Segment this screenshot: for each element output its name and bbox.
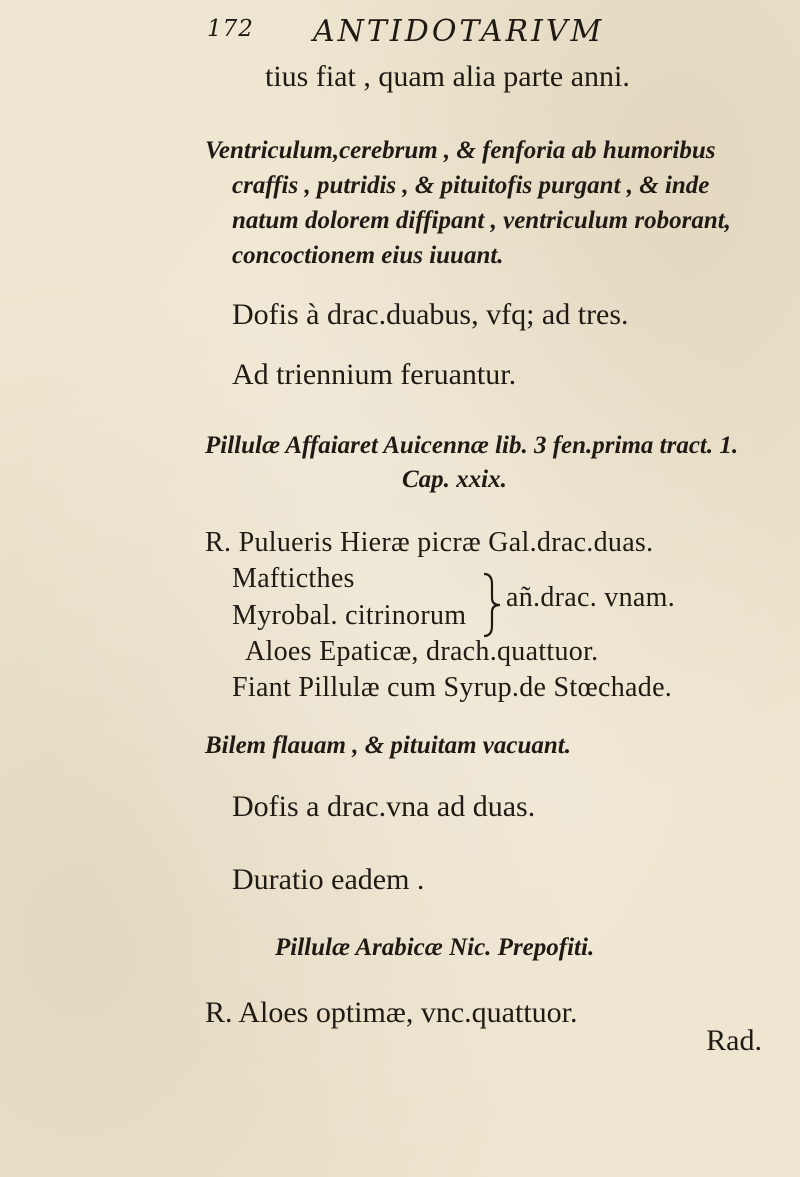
text-line: Bilem flauam , & pituitam vacuant.	[205, 732, 572, 759]
recipe-title: Pillulæ Affaiaret Auicennæ lib. 3 fen.prima tract. 1.	[205, 432, 739, 459]
chapter-ref: Cap. xxix.	[402, 466, 507, 493]
text-line: Ventriculum,cerebrum , & fenforia ab humoribus	[205, 137, 716, 164]
ingredient-line: Aloes Epaticæ, drach.quattuor.	[245, 636, 599, 667]
brace-icon	[478, 570, 508, 640]
ingredient-line: R. Aloes optimæ, vnc.quattuor.	[205, 996, 578, 1029]
ingredient-line: Myrobal. citrinorum	[232, 600, 467, 631]
text-line: Dofis a drac.vna ad duas.	[232, 790, 536, 823]
text-line: Dofis à drac.duabus, vfq; ad tres.	[232, 298, 629, 331]
text-line: Ad triennium feruantur.	[232, 358, 517, 391]
text-line: natum dolorem diffipant , ventriculum roborant,	[232, 207, 731, 234]
recipe-title: Pillulæ Arabicæ Nic. Prepofiti.	[275, 934, 595, 961]
dosage-each: añ.drac. vnam.	[506, 582, 676, 613]
ingredient-line: R. Pulueris Hieræ picræ Gal.drac.duas.	[205, 527, 654, 558]
ingredient-line: Fiant Pillulæ cum Syrup.de Stœchade.	[232, 672, 673, 703]
text-line: Duratio eadem .	[232, 863, 425, 896]
text-line: craffis , putridis , & pituitofis purgant , & inde	[232, 172, 710, 199]
text-line: concoctionem eius iuuant.	[232, 242, 504, 269]
page-number: 172	[207, 16, 254, 42]
text-line: tius fiat , quam alia parte anni.	[265, 60, 630, 93]
running-head: ANTIDOTARIVM	[313, 14, 605, 49]
catchword: Rad.	[706, 1024, 762, 1057]
ingredient-line: Mafticthes	[232, 563, 355, 594]
